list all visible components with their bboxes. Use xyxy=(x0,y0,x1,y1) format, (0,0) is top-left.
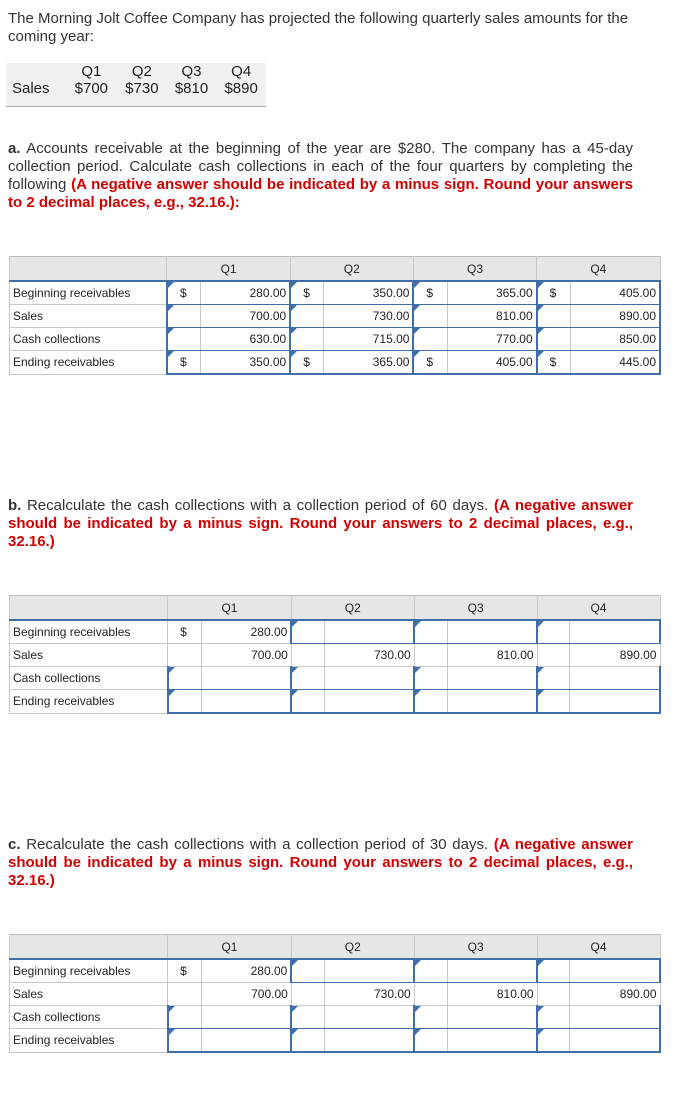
cell-q3[interactable]: 770.00 xyxy=(447,328,537,351)
dollar-sign xyxy=(291,620,324,644)
dollar-sign xyxy=(167,328,201,351)
cell-q1: 700.00 xyxy=(201,644,291,667)
header-row xyxy=(10,257,661,282)
part-a-lead: a. xyxy=(8,140,21,157)
column-header-q2: Q2 xyxy=(291,596,414,621)
column-header-q4: Q4 xyxy=(537,257,660,282)
table-row xyxy=(10,667,661,690)
header-blank xyxy=(10,935,168,960)
cell-q3[interactable]: 405.00 xyxy=(447,351,537,375)
table-row xyxy=(10,644,661,667)
cell-q4[interactable] xyxy=(570,667,660,690)
cell-q1[interactable] xyxy=(201,667,291,690)
dollar-sign xyxy=(291,983,324,1006)
column-header-q3: Q3 xyxy=(414,596,537,621)
cell-q3[interactable] xyxy=(447,620,537,644)
dollar-sign xyxy=(413,305,447,328)
cell-q1: 280.00 xyxy=(201,620,291,644)
part-c-lead: c. xyxy=(8,836,21,853)
dollar-sign xyxy=(537,690,570,714)
cell-q3[interactable]: 365.00 xyxy=(447,281,537,305)
dollar-sign xyxy=(413,328,447,351)
dollar-sign xyxy=(414,1029,447,1053)
cell-q2[interactable] xyxy=(324,690,414,714)
dollar-sign xyxy=(414,667,447,690)
column-header-q4: Q4 xyxy=(537,935,660,960)
dollar-sign xyxy=(414,644,447,667)
dollar-sign xyxy=(537,620,570,644)
table-row xyxy=(10,690,661,714)
cell-q4[interactable] xyxy=(570,620,660,644)
table-row xyxy=(10,1006,661,1029)
part-c-note: (A negative answer should be indicated by a minus sign. Round your answers to 2 decimal places, e.g., 32.16.) xyxy=(8,836,633,889)
intro-text: The Morning Jolt Coffee Company has projected the following quarterly sales amounts for the coming year: xyxy=(8,10,629,45)
dollar-sign xyxy=(168,667,202,690)
header-row xyxy=(10,596,661,621)
header-blank xyxy=(10,596,168,621)
row-label: Sales xyxy=(10,644,168,667)
cell-q2[interactable] xyxy=(324,620,414,644)
row-label: Cash collections xyxy=(10,328,167,351)
dollar-sign xyxy=(537,667,570,690)
cell-q3[interactable] xyxy=(447,1006,537,1029)
cell-q1[interactable]: 700.00 xyxy=(201,305,291,328)
part-c-table xyxy=(9,934,661,1053)
sales-header-q2: Q2 xyxy=(131,63,152,80)
dollar-sign xyxy=(167,305,201,328)
cell-q2[interactable]: 730.00 xyxy=(324,305,414,328)
cell-q3: 810.00 xyxy=(447,983,537,1006)
cell-q1[interactable] xyxy=(201,1029,291,1053)
dollar-sign: $ xyxy=(167,281,201,305)
part-c-question xyxy=(8,836,633,890)
dollar-sign xyxy=(537,305,571,328)
dollar-sign xyxy=(168,1006,202,1029)
cell-q4: 890.00 xyxy=(570,983,660,1006)
row-label: Cash collections xyxy=(10,1006,168,1029)
cell-q2: 730.00 xyxy=(324,644,414,667)
table-row xyxy=(10,305,661,328)
column-header-q3: Q3 xyxy=(413,257,536,282)
part-a-text: Accounts receivable at the beginning of the year are $280. The company has a 45-day collection period. Calculate cash collections in each of the four quarters by completing the following xyxy=(8,140,634,193)
cell-q1[interactable]: 630.00 xyxy=(201,328,291,351)
dollar-sign xyxy=(414,959,447,983)
table-row xyxy=(10,328,661,351)
row-label: Sales xyxy=(10,983,168,1006)
cell-q3[interactable]: 810.00 xyxy=(447,305,537,328)
cell-q3[interactable] xyxy=(447,959,537,983)
cell-q3[interactable] xyxy=(447,690,537,714)
cell-q4[interactable] xyxy=(570,1006,660,1029)
dollar-sign: $ xyxy=(413,351,447,375)
row-label: Beginning receivables xyxy=(10,620,168,644)
dollar-sign xyxy=(291,690,324,714)
dollar-sign xyxy=(291,959,324,983)
dollar-sign: $ xyxy=(413,281,447,305)
dollar-sign xyxy=(537,1006,570,1029)
row-label: Sales xyxy=(10,305,167,328)
cell-q2[interactable] xyxy=(324,667,414,690)
dollar-sign xyxy=(291,1029,324,1053)
dollar-sign: $ xyxy=(168,959,202,983)
cell-q2[interactable] xyxy=(324,1006,414,1029)
part-b-lead: b. xyxy=(8,497,22,514)
cell-q2[interactable]: 715.00 xyxy=(324,328,414,351)
cell-q4[interactable] xyxy=(570,1029,660,1053)
column-header-q3: Q3 xyxy=(414,935,537,960)
part-a-table xyxy=(9,256,661,375)
dollar-sign: $ xyxy=(290,351,324,375)
dollar-sign: $ xyxy=(290,281,324,305)
cell-q4[interactable]: 445.00 xyxy=(570,351,660,375)
dollar-sign: $ xyxy=(537,351,571,375)
dollar-sign: $ xyxy=(167,351,201,375)
cell-q2[interactable] xyxy=(324,1029,414,1053)
header-row xyxy=(10,935,661,960)
cell-q1[interactable] xyxy=(201,690,291,714)
column-header-q1: Q1 xyxy=(168,596,292,621)
dollar-sign xyxy=(291,1006,324,1029)
part-a-question xyxy=(8,140,633,212)
cell-q1[interactable]: 350.00 xyxy=(201,351,291,375)
part-b-text: Recalculate the cash collections with a collection period of 60 days. xyxy=(26,497,489,514)
dollar-sign xyxy=(537,1029,570,1053)
cell-q1: 280.00 xyxy=(201,959,291,983)
dollar-sign xyxy=(168,1029,202,1053)
cell-q3[interactable] xyxy=(447,1029,537,1053)
cell-q2[interactable] xyxy=(324,959,414,983)
table-row xyxy=(10,351,661,375)
dollar-sign xyxy=(414,690,447,714)
cell-q4[interactable]: 405.00 xyxy=(570,281,660,305)
row-label: Beginning receivables xyxy=(10,959,168,983)
cell-q2[interactable]: 365.00 xyxy=(324,351,414,375)
column-header-q1: Q1 xyxy=(167,257,290,282)
dollar-sign: $ xyxy=(537,281,571,305)
sales-header-q4: Q4 xyxy=(231,63,252,80)
dollar-sign xyxy=(290,328,324,351)
part-a-note: (A negative answer should be indicated by a minus sign. Round your answers to 2 decimal places, e.g., 32.16.): xyxy=(8,176,634,211)
column-header-q1: Q1 xyxy=(168,935,292,960)
sales-row-label: Sales xyxy=(12,80,50,97)
sales-value-q4: $890 xyxy=(224,80,258,97)
table-row xyxy=(10,281,661,305)
dollar-sign xyxy=(290,305,324,328)
dollar-sign xyxy=(291,644,324,667)
dollar-sign xyxy=(537,644,570,667)
dollar-sign xyxy=(537,983,570,1006)
dollar-sign xyxy=(168,983,202,1006)
row-label: Cash collections xyxy=(10,667,168,690)
header-blank xyxy=(10,257,167,282)
cell-q3[interactable] xyxy=(447,667,537,690)
sales-header-q3: Q3 xyxy=(181,63,202,80)
table-row xyxy=(10,620,661,644)
cell-q4[interactable] xyxy=(570,690,660,714)
column-header-q2: Q2 xyxy=(291,935,414,960)
table-row xyxy=(10,959,661,983)
row-label: Ending receivables xyxy=(10,351,167,375)
row-label: Beginning receivables xyxy=(10,281,167,305)
part-b-table xyxy=(9,595,661,714)
dollar-sign xyxy=(414,983,447,1006)
dollar-sign xyxy=(168,644,202,667)
cell-q4[interactable]: 850.00 xyxy=(570,328,660,351)
sales-header-q1: Q1 xyxy=(81,63,102,80)
part-c-text: Recalculate the cash collections with a collection period of 30 days. xyxy=(26,836,489,853)
cell-q4[interactable]: 890.00 xyxy=(570,305,660,328)
row-label: Ending receivables xyxy=(10,690,168,714)
table-row xyxy=(10,1029,661,1053)
dollar-sign: $ xyxy=(168,620,202,644)
cell-q2[interactable]: 350.00 xyxy=(324,281,414,305)
row-label: Ending receivables xyxy=(10,1029,168,1053)
sales-value-q2: $730 xyxy=(125,80,159,97)
part-b-question xyxy=(8,497,633,551)
sales-value-q1: $700 xyxy=(74,80,109,97)
sales-projection-table xyxy=(6,63,266,107)
cell-q1[interactable] xyxy=(201,1006,291,1029)
cell-q1[interactable]: 280.00 xyxy=(201,281,291,305)
sales-value-q3: $810 xyxy=(174,80,209,97)
cell-q3: 810.00 xyxy=(447,644,537,667)
column-header-q2: Q2 xyxy=(290,257,413,282)
dollar-sign xyxy=(291,667,324,690)
dollar-sign xyxy=(537,959,570,983)
dollar-sign xyxy=(168,690,202,714)
cell-q1: 700.00 xyxy=(201,983,291,1006)
table-row xyxy=(10,983,661,1006)
part-b-note: (A negative answer should be indicated by a minus sign. Round your answers to 2 decimal places, e.g., 32.16.) xyxy=(8,497,633,550)
cell-q4[interactable] xyxy=(570,959,660,983)
dollar-sign xyxy=(414,620,447,644)
cell-q2: 730.00 xyxy=(324,983,414,1006)
cell-q4: 890.00 xyxy=(570,644,660,667)
dollar-sign xyxy=(537,328,571,351)
column-header-q4: Q4 xyxy=(537,596,660,621)
dollar-sign xyxy=(414,1006,447,1029)
